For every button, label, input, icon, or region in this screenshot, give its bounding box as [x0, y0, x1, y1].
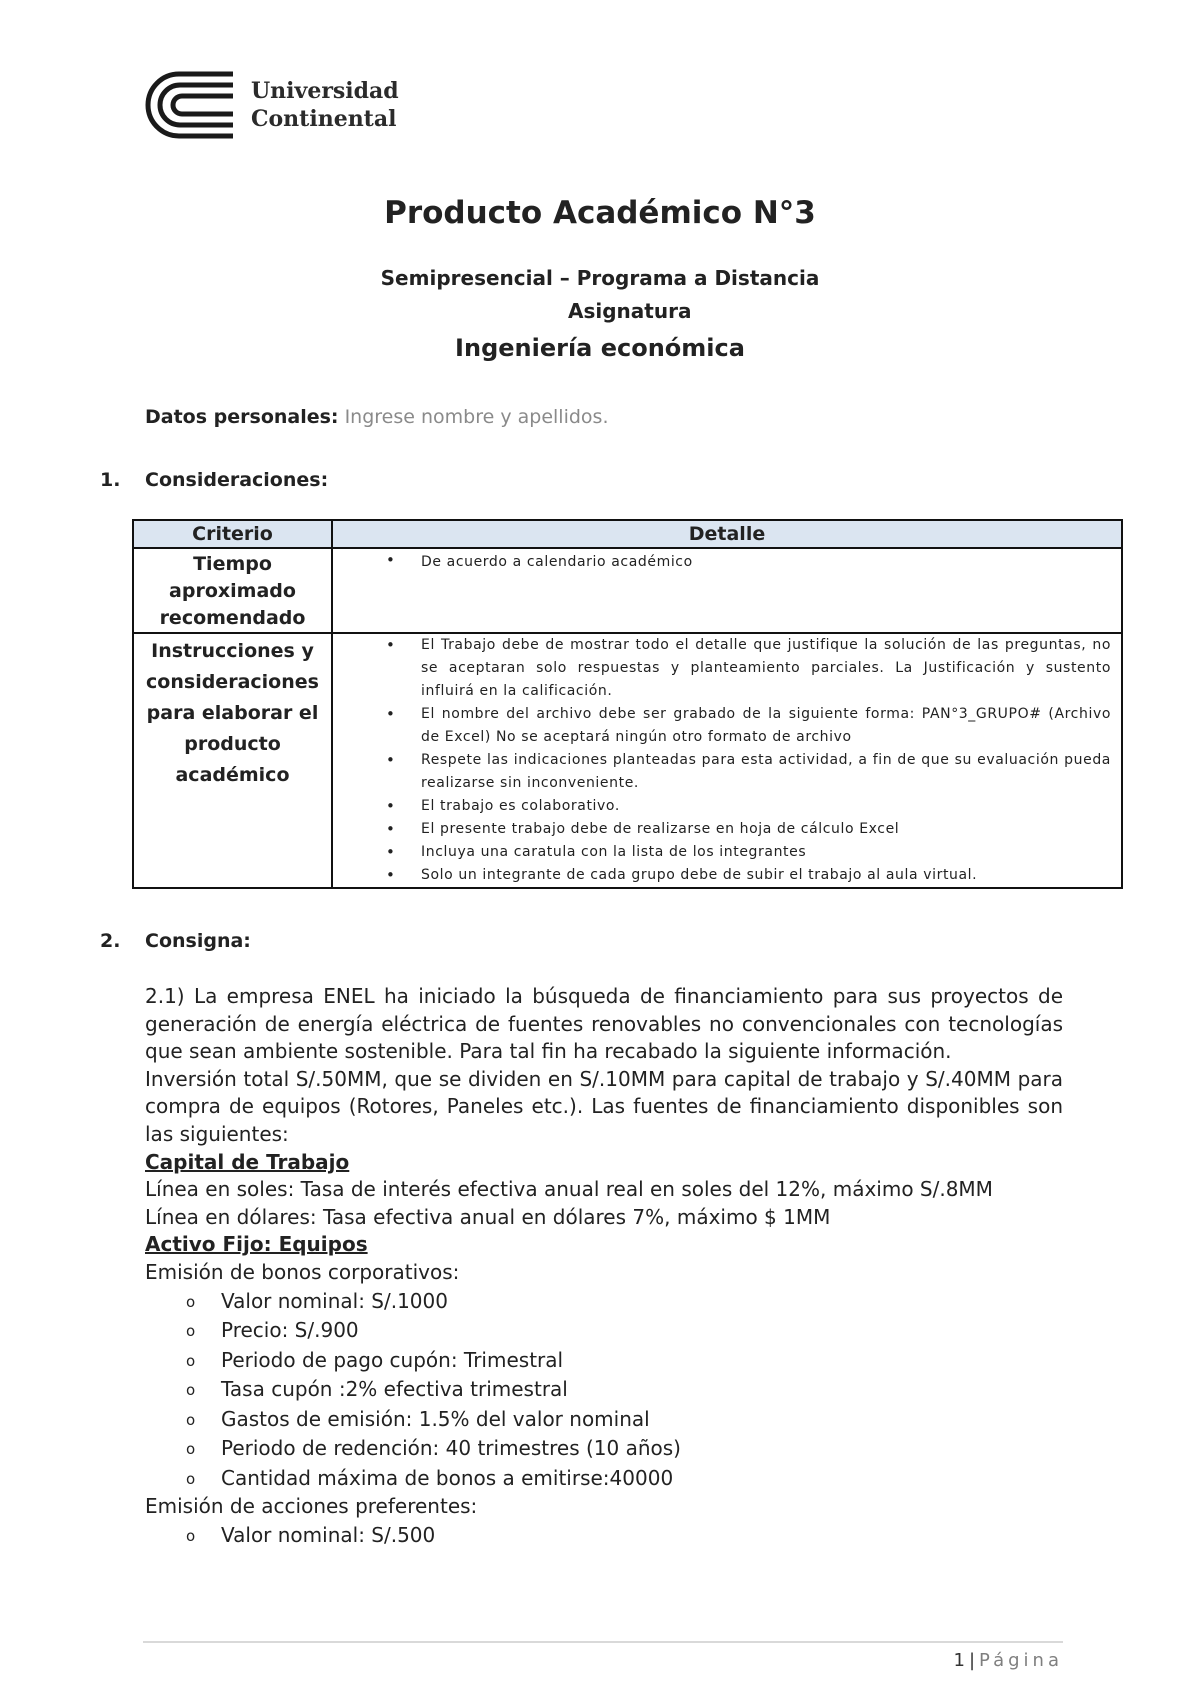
criterio-cell	[133, 633, 332, 888]
personal-data-label: Datos personales:	[145, 406, 339, 428]
list-item: o Tasa cupón :2% efectiva trimestral	[145, 1375, 1063, 1405]
bonos-list	[145, 1287, 1063, 1494]
activo-heading: Activo Fijo: Equipos	[145, 1232, 368, 1257]
list-item: o Cantidad máxima de bonos a emitirse:40000	[145, 1464, 1063, 1494]
detalle-list	[333, 634, 1121, 887]
section-number: 2.	[100, 930, 121, 952]
detalle-cell	[332, 548, 1122, 633]
section-title: Consigna:	[145, 930, 251, 952]
personal-data-field[interactable]: Ingrese nombre y apellidos.	[344, 406, 609, 428]
document-title: Producto Académico N°3	[384, 195, 816, 231]
acciones-list	[145, 1521, 1063, 1551]
consigna-body	[145, 983, 1063, 1550]
criteria-table	[132, 519, 1123, 889]
university-logo-text	[251, 77, 399, 133]
list-item: • Respete las indicaciones planteadas para esta actividad, a fin de que su evaluación pueda realizarse sin inconveniente.	[333, 749, 1121, 795]
table-row	[133, 548, 1122, 633]
detalle-list	[333, 549, 1121, 574]
consigna-intro: 2.1) La empresa ENEL ha iniciado la búsqueda de financiamiento para sus proyectos de generación de energía eléctrica de fuentes renovables no convencionales con tecnologías que sean ambiente sostenible. Para tal fin ha recabado la siguiente información.	[145, 984, 1063, 1064]
table-header-row	[133, 520, 1122, 548]
acciones-heading: Emisión de acciones preferentes:	[145, 1494, 478, 1519]
column-header-detalle: Detalle	[332, 520, 1122, 548]
section-heading-2	[100, 930, 251, 952]
list-item: • Incluya una caratula con la lista de los integrantes	[333, 841, 1121, 864]
list-item: • Solo un integrante de cada grupo debe de subir el trabajo al aula virtual.	[333, 864, 1121, 887]
capital-heading: Capital de Trabajo	[145, 1149, 350, 1174]
table-row	[133, 633, 1122, 888]
list-item: o Periodo de redención: 40 trimestres (10 años)	[145, 1434, 1063, 1464]
university-logo	[143, 70, 399, 140]
section-number: 1.	[100, 469, 121, 491]
page-label: Página	[979, 1650, 1063, 1671]
footer-separator: |	[968, 1650, 976, 1671]
list-item: o Gastos de emisión: 1.5% del valor nominal	[145, 1405, 1063, 1435]
criterio-text: Tiempo aproximado recomendado	[159, 553, 306, 629]
column-header-criterio: Criterio	[133, 520, 332, 548]
consigna-investment: Inversión total S/.50MM, que se dividen en S/.10MM para capital de trabajo y S/.40MM para compra de equipos (Rotores, Paneles etc.). Las fuentes de financiamiento disponibles son las siguientes:	[145, 1066, 1063, 1146]
list-item: o Precio: S/.900	[145, 1316, 1063, 1346]
page-number: 1	[953, 1650, 965, 1671]
logo-line-1: Universidad	[251, 78, 399, 104]
section-heading-1	[100, 469, 328, 491]
list-item: o Valor nominal: S/.1000	[145, 1287, 1063, 1317]
university-logo-icon	[143, 70, 235, 140]
list-item: • El trabajo es colaborativo.	[333, 795, 1121, 818]
criterio-text: Instrucciones y consideraciones para elaborar el producto académico	[146, 640, 319, 786]
program-subtitle: Semipresencial – Programa a Distancia	[380, 266, 820, 290]
list-item: • De acuerdo a calendario académico	[333, 549, 1121, 574]
detalle-cell	[332, 633, 1122, 888]
footer-divider	[143, 1641, 1063, 1643]
line-dolares: Línea en dólares: Tasa efectiva anual en dólares 7%, máximo $ 1MM	[145, 1204, 831, 1229]
subject-name: Ingeniería económica	[455, 334, 745, 362]
personal-data	[145, 406, 609, 428]
line-soles: Línea en soles: Tasa de interés efectiva anual real en soles del 12%, máximo S/.8MM	[145, 1177, 993, 1202]
logo-line-2: Continental	[251, 106, 397, 132]
list-item: o Valor nominal: S/.500	[145, 1521, 1063, 1551]
list-item: • El nombre del archivo debe ser grabado de la siguiente forma: PAN°3_GRUPO# (Archivo de Excel) No se aceptará ningún otro formato de archivo	[333, 703, 1121, 749]
list-item: o Periodo de pago cupón: Trimestral	[145, 1346, 1063, 1376]
page-footer	[954, 1650, 1063, 1671]
section-title: Consideraciones:	[145, 469, 329, 491]
bonos-heading: Emisión de bonos corporativos:	[145, 1259, 460, 1284]
subject-label: Asignatura	[568, 299, 692, 323]
criterio-cell	[133, 548, 332, 633]
list-item: • El Trabajo debe de mostrar todo el detalle que justifique la solución de las preguntas, no se aceptaran solo respuestas y planteamiento parciales. La Justificación y sustento influirá en la calificación.	[333, 634, 1121, 703]
list-item: • El presente trabajo debe de realizarse en hoja de cálculo Excel	[333, 818, 1121, 841]
